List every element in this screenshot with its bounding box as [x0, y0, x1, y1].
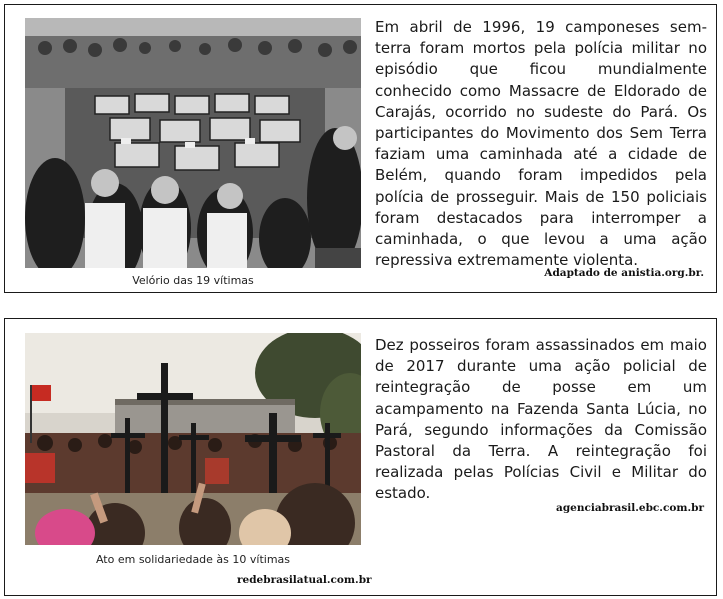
solidarity-photo: [25, 333, 361, 545]
wake-photo-caption: Velório das 19 vítimas: [132, 274, 254, 287]
article-box-2: [4, 318, 717, 596]
article-1-text: Em abril de 1996, 19 camponeses sem-terra foram mortos pela polícia militar no episódio que ficou mundialmente conhecido como Massacre de Eldorado de Carajás, ocorrido no sudeste do Pará. Os participantes do Movimento dos Sem Terra faziam uma caminhada até a cidade de Belém, quando foram impedidos pela polícia de prosseguir. Mais de 150 policiais foram destacados para interromper a caminhada, o que levou a uma ação repressiva extremamente violenta.: [375, 18, 707, 270]
article-1-source: Adaptado de anistia.org.br.: [544, 267, 704, 279]
article-2-text: Dez posseiros foram assassinados em maio de 2017 durante uma ação policial de reintegração de posse em um acampamento na Fazenda Santa Lúcia, no Pará, segundo informações da Comissão Pastoral da Terra. A reintegração foi realizada pelas Polícias Civil e Militar do estado.: [375, 336, 707, 503]
solidarity-photo-caption: Ato em solidariedade às 10 vítimas: [95, 553, 291, 566]
article-2-source: agenciabrasil.ebc.com.br: [556, 502, 704, 514]
wake-photo: [25, 18, 361, 268]
solidarity-photo-source: redebrasilatual.com.br: [237, 574, 372, 586]
article-box-1: [4, 4, 717, 293]
